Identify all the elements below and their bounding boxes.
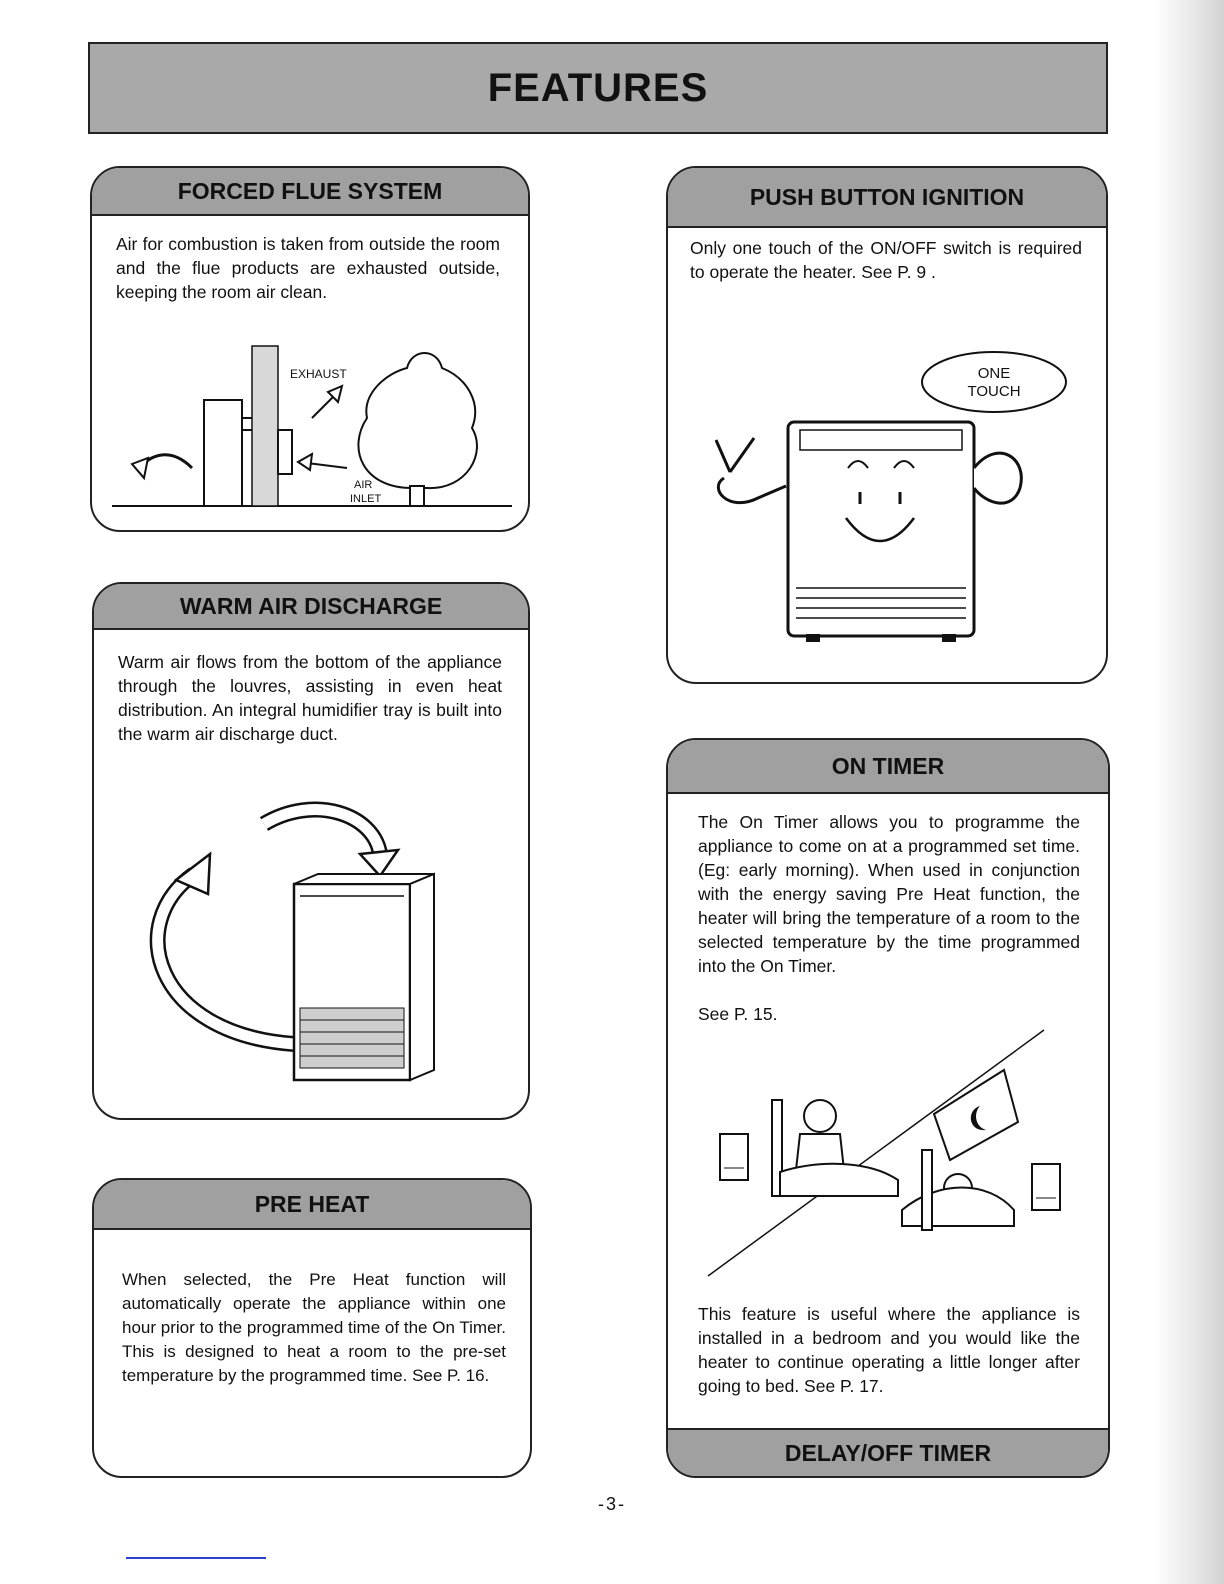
footer-rule xyxy=(126,1557,266,1559)
pre-heat-panel xyxy=(92,1178,532,1478)
one-touch-line2: TOUCH xyxy=(967,383,1021,400)
air-label: AIR xyxy=(354,479,373,491)
exhaust-label: EXHAUST xyxy=(290,367,347,381)
warm-air-text: Warm air flows from the bottom of the appliance through the louvres, assisting in even heat distribution. An integral humidifier tray is built into the warm air discharge duct. xyxy=(118,652,502,744)
one-touch-illustration xyxy=(668,168,1108,684)
pre-heat-heading: PRE HEAT xyxy=(94,1180,530,1230)
warm-air-heading: WARM AIR DISCHARGE xyxy=(94,584,528,630)
forced-flue-heading: FORCED FLUE SYSTEM xyxy=(92,168,528,216)
on-timer-text: The On Timer allows you to programme the appliance to come on at a programmed set time. (Eg: early morning). When used in conjunction with the energy saving Pre Heat function, the heater will bring the temperature of a room to the selected temperature by the time programmed into the On Timer. xyxy=(698,812,1080,976)
on-timer-heading: ON TIMER xyxy=(668,740,1108,794)
push-button-heading: PUSH BUTTON IGNITION xyxy=(668,168,1106,228)
delay-off-text: This feature is useful where the appliance is installed in a bedroom and you would like the heater to continue operating a little longer after going to bed. See P. 17. xyxy=(698,1304,1080,1396)
inlet-label: INLET xyxy=(350,493,382,505)
one-touch-line1: ONE xyxy=(977,365,1011,382)
page-number: -3- xyxy=(598,1494,626,1514)
features-banner xyxy=(88,42,1108,134)
push-button-panel xyxy=(666,166,1108,684)
warm-air-panel xyxy=(92,582,530,1120)
push-button-text: Only one touch of the ON/OFF switch is required to operate the heater. See P. 9 . xyxy=(690,238,1082,282)
forced-flue-text: Air for combustion is taken from outside the room and the flue products are exhausted outside, keeping the room air clean. xyxy=(116,234,500,302)
pre-heat-text: When selected, the Pre Heat function will automatically operate the appliance within one hour prior to the programmed time of the On Timer. This is designed to heat a room to the pre-set temperature by the programmed time. See P. 16. xyxy=(122,1270,506,1385)
on-timer-panel xyxy=(666,738,1110,1478)
page-edge-shadow xyxy=(1154,0,1224,1584)
on-timer-see: See P. 15. xyxy=(698,1004,778,1024)
delay-off-heading: DELAY/OFF TIMER xyxy=(668,1428,1108,1476)
forced-flue-panel xyxy=(90,166,530,532)
page-title: FEATURES xyxy=(487,65,709,110)
forced-flue-illustration xyxy=(92,168,530,532)
warm-air-illustration xyxy=(94,584,530,1120)
